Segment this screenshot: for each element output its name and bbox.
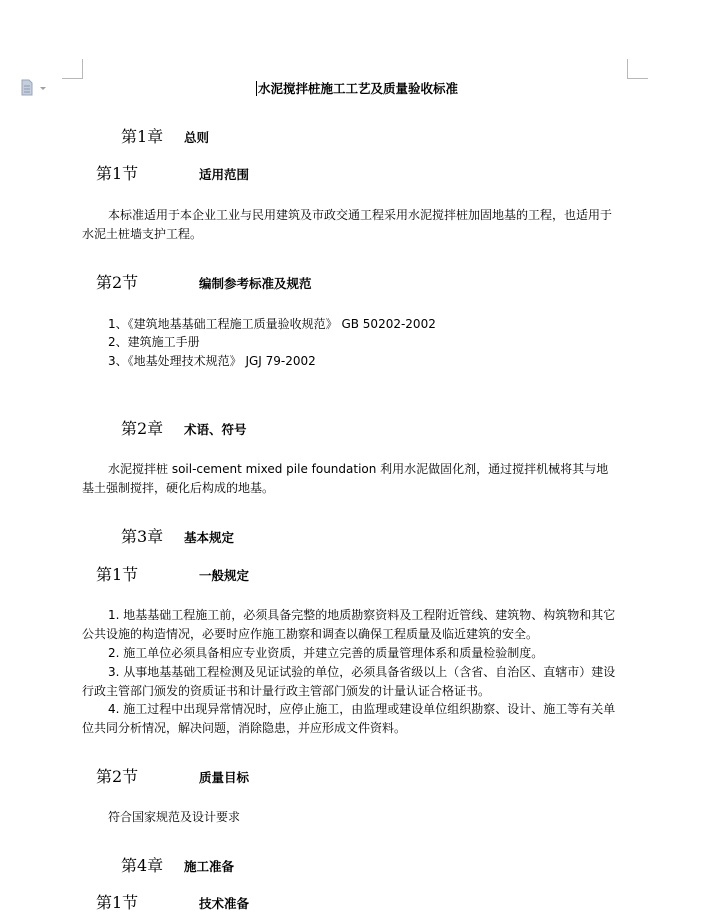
reference-item: 3、《地基处理技术规范》 JGJ 79-2002 [108, 354, 316, 368]
section-3-1-number: 第1节 [96, 565, 139, 584]
reference-item: 1、《建筑地基基础工程施工质量验收规范》 GB 50202-2002 [108, 317, 436, 331]
paragraph-quality-goal: 符合国家规范及设计要求 [108, 810, 241, 824]
chapter-1-number: 第1章 [121, 127, 164, 146]
rule-item: 4. 施工过程中出现异常情况时，应停止施工，由监理或建设单位组织勘察、设计、施工等有关单位共同分析情况，解决问题，消除隐患，并应形成文件资料。 [82, 702, 616, 735]
chapter-1-title: 总则 [184, 130, 210, 145]
crop-mark [627, 59, 628, 79]
paragraph-terms: 水泥搅拌桩 soil-cement mixed pile foundation 利用水泥做固化剂，通过搅拌机械将其与地基土强制搅拌，硬化后构成的地基。 [82, 462, 609, 495]
crop-mark [82, 59, 83, 79]
chapter-4-number: 第4章 [121, 856, 164, 875]
rule-item: 2. 施工单位必须具备相应专业资质，并建立完善的质量管理体系和质量检验制度。 [108, 646, 544, 660]
section-4-1-title: 技术准备 [199, 896, 250, 911]
section-1-1-number: 第1节 [96, 164, 139, 183]
section-3-2-number: 第2节 [96, 767, 139, 786]
text-cursor [256, 81, 257, 96]
section-1-2-title: 编制参考标准及规范 [199, 276, 312, 291]
chapter-4-title: 施工准备 [184, 859, 235, 874]
paragraph-scope: 本标准适用于本企业工业与民用建筑及市政交通工程采用水泥搅拌桩加固地基的工程，也适用于水泥土桩墙支护工程。 [82, 208, 613, 241]
chapter-2-title: 术语、符号 [184, 422, 247, 437]
section-3-2-title: 质量目标 [199, 770, 250, 785]
reference-item: 2、建筑施工手册 [108, 335, 200, 349]
section-1-2-number: 第2节 [96, 273, 139, 292]
chapter-3-title: 基本规定 [184, 530, 235, 545]
rule-item: 3. 从事地基基础工程检测及见证试验的单位，必须具备省级以上（含省、自治区、直辖市）建设行政主管部门颁发的资质证书和计量行政主管部门颁发的计量认证合格证书。 [82, 665, 616, 698]
section-1-1-title: 适用范围 [199, 167, 250, 182]
chapter-2-number: 第2章 [121, 419, 164, 438]
document-title[interactable]: 水泥搅拌桩施工工艺及质量验收标准 [257, 81, 458, 96]
rule-item: 1. 地基基础工程施工前，必须具备完整的地质勘察资料及工程附近管线、建筑物、构筑物和其它公共设施的构造情况，必要时应作施工勘察和调查以确保工程质量及临近建筑的安全。 [82, 608, 616, 641]
chapter-3-number: 第3章 [121, 527, 164, 546]
section-4-1-number: 第1节 [96, 893, 139, 912]
section-3-1-title: 一般规定 [199, 568, 250, 583]
